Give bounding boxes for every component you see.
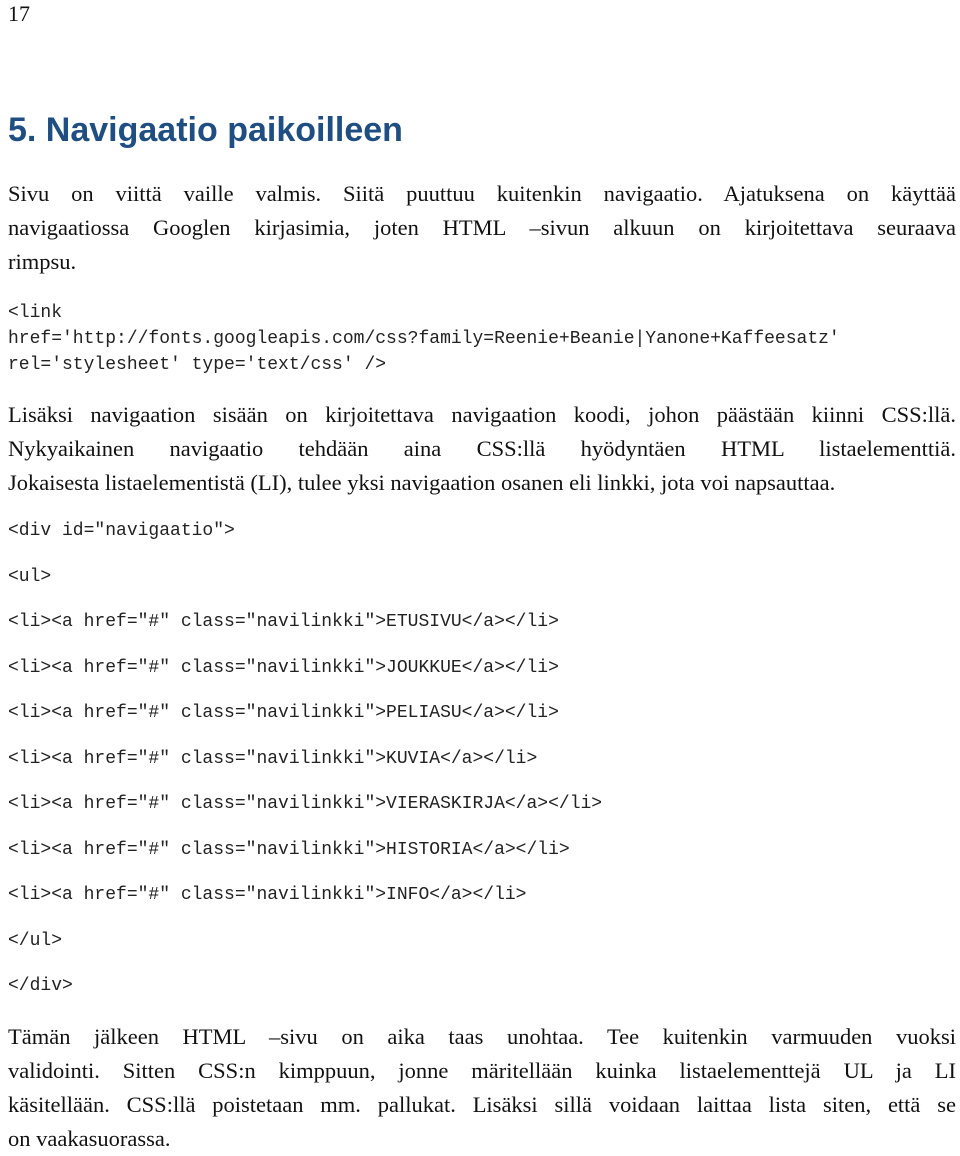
closing-line: validointi. Sitten CSS:n kimppuun, jonne märitellään kuinka listaelementtejä UL ja LI (8, 1058, 956, 1083)
code-line: <li><a href="#" class="navilinkki">VIERASKIRJA</a></li> (8, 794, 603, 814)
closing-paragraph (8, 1020, 956, 1156)
nav-paragraph-line: Jokaisesta listaelementistä (LI), tulee yksi navigaation osanen eli linkki, jota voi napsauttaa. (8, 470, 836, 495)
intro-line: rimpsu. (8, 249, 77, 274)
code-line: <div id="navigaatio"> (8, 521, 235, 541)
nav-paragraph-line: Nykyaikainen navigaatio tehdään aina CSS:llä hyödyntäen HTML listaelementtiä. (8, 436, 956, 461)
intro-line: navigaatiossa Googlen kirjasimia, joten HTML –sivun alkuun on kirjoitettava seuraava (8, 215, 956, 240)
page-number: 17 (8, 1, 30, 26)
font-link-code-block (8, 300, 840, 378)
nav-paragraph (8, 398, 956, 500)
code-line: <li><a href="#" class="navilinkki">JOUKKUE</a></li> (8, 658, 559, 678)
closing-line: Tämän jälkeen HTML –sivu on aika taas unohtaa. Tee kuitenkin varmuuden vuoksi (8, 1024, 956, 1049)
code-line: <li><a href="#" class="navilinkki">KUVIA</a></li> (8, 749, 538, 769)
closing-line: käsitellään. CSS:llä poistetaan mm. pallukat. Lisäksi sillä voidaan laittaa lista siten, että se (8, 1092, 956, 1117)
intro-line: Sivu on viittä vaille valmis. Siitä puuttuu kuitenkin navigaatio. Ajatuksena on käyttää (8, 181, 956, 206)
code-line: <li><a href="#" class="navilinkki">HISTORIA</a></li> (8, 840, 570, 860)
code-line: <li><a href="#" class="navilinkki">PELIASU</a></li> (8, 703, 559, 723)
closing-line: on vaakasuorassa. (8, 1126, 171, 1151)
code-line: href='http://fonts.googleapis.com/css?family=Reenie+Beanie|Yanone+Kaffeesatz' (8, 329, 840, 349)
section-heading: 5. Navigaatio paikoilleen (8, 111, 403, 149)
code-line: <li><a href="#" class="navilinkki">ETUSIVU</a></li> (8, 612, 559, 632)
code-line: <ul> (8, 567, 52, 587)
code-line: </ul> (8, 931, 63, 951)
code-line: </div> (8, 976, 73, 996)
code-line: rel='stylesheet' type='text/css' /> (8, 355, 387, 375)
intro-paragraph (8, 177, 956, 279)
code-line: <li><a href="#" class="navilinkki">INFO</a></li> (8, 885, 527, 905)
nav-paragraph-line: Lisäksi navigaation sisään on kirjoitettava navigaation koodi, johon päästään kiinni CSS:llä. (8, 402, 956, 427)
code-line: <link (8, 303, 63, 323)
